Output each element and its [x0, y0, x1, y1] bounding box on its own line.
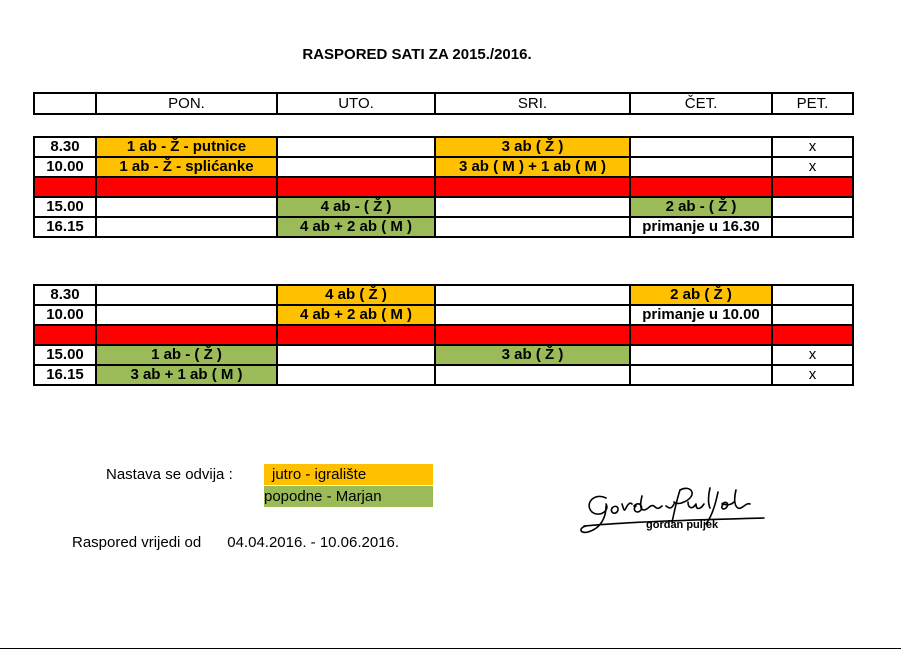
- break-cell: [34, 177, 96, 197]
- schedule-cell: [630, 365, 772, 385]
- schedule-cell: primanje u 10.00: [630, 305, 772, 325]
- schedule-cell: x: [772, 137, 853, 157]
- break-cell: [96, 177, 277, 197]
- schedule-cell: [435, 365, 630, 385]
- schedule-cell: 1 ab - Ž - putnice: [96, 137, 277, 157]
- schedule-cell: [277, 345, 435, 365]
- schedule-cell: 4 ab ( Ž ): [277, 285, 435, 305]
- time-cell: 10.00: [34, 157, 96, 177]
- time-cell: 16.15: [34, 217, 96, 237]
- validity-note: [72, 534, 399, 551]
- schedule-cell: [277, 157, 435, 177]
- schedule-cell: [435, 197, 630, 217]
- table-row: [34, 137, 853, 157]
- schedule-cell: primanje u 16.30: [630, 217, 772, 237]
- day-header-wed: SRI.: [435, 93, 630, 114]
- break-cell: [772, 325, 853, 345]
- break-cell: [772, 177, 853, 197]
- schedule-cell: x: [772, 365, 853, 385]
- corner-cell: [34, 93, 96, 114]
- table-row: [34, 365, 853, 385]
- bottom-divider: [0, 648, 901, 649]
- schedule-cell: [96, 197, 277, 217]
- schedule-cell: [435, 217, 630, 237]
- schedule-cell: [630, 157, 772, 177]
- page-title: RASPORED SATI ZA 2015./2016.: [302, 46, 532, 63]
- signature-image: [576, 482, 776, 542]
- time-cell: 16.15: [34, 365, 96, 385]
- day-header-fri: PET.: [772, 93, 853, 114]
- break-cell: [96, 325, 277, 345]
- schedule-cell: 3 ab ( M ) + 1 ab ( M ): [435, 157, 630, 177]
- legend-label: Nastava se odvija :: [106, 466, 233, 483]
- break-cell: [435, 177, 630, 197]
- break-cell: [34, 325, 96, 345]
- time-cell: 10.00: [34, 305, 96, 325]
- schedule-cell: 1 ab - Ž - splićanke: [96, 157, 277, 177]
- table-row: [34, 217, 853, 237]
- schedule-cell: [96, 217, 277, 237]
- schedule-cell: 2 ab - ( Ž ): [630, 197, 772, 217]
- table-row: [34, 157, 853, 177]
- break-cell: [277, 177, 435, 197]
- table-row: [34, 305, 853, 325]
- schedule-table-week-2: [33, 284, 854, 386]
- legend-morning-swatch: jutro - igralište: [264, 464, 433, 485]
- table-row: [34, 345, 853, 365]
- schedule-cell: [435, 305, 630, 325]
- time-cell: 15.00: [34, 345, 96, 365]
- legend-afternoon-swatch: popodne - Marjan: [264, 486, 433, 507]
- schedule-cell: x: [772, 345, 853, 365]
- day-header-mon: PON.: [96, 93, 277, 114]
- table-row: [34, 197, 853, 217]
- schedule-cell: x: [772, 157, 853, 177]
- schedule-cell: [772, 217, 853, 237]
- schedule-cell: 2 ab ( Ž ): [630, 285, 772, 305]
- schedule-cell: [277, 365, 435, 385]
- break-cell: [277, 325, 435, 345]
- break-cell: [630, 325, 772, 345]
- schedule-cell: [277, 137, 435, 157]
- schedule-cell: 3 ab ( Ž ): [435, 345, 630, 365]
- svg-text:gordan puljek: gordan puljek: [646, 519, 719, 531]
- validity-label: Raspored vrijedi od: [72, 534, 202, 551]
- schedule-cell: 3 ab ( Ž ): [435, 137, 630, 157]
- schedule-cell: [772, 197, 853, 217]
- time-cell: 8.30: [34, 137, 96, 157]
- table-row: [34, 285, 853, 305]
- validity-dates: 04.04.2016. - 10.06.2016.: [227, 534, 400, 551]
- schedule-cell: 3 ab + 1 ab ( M ): [96, 365, 277, 385]
- schedule-cell: 1 ab - ( Ž ): [96, 345, 277, 365]
- break-cell: [435, 325, 630, 345]
- schedule-cell: 4 ab + 2 ab ( M ): [277, 305, 435, 325]
- day-header-tue: UTO.: [277, 93, 435, 114]
- schedule-cell: [96, 285, 277, 305]
- time-cell: 15.00: [34, 197, 96, 217]
- time-cell: 8.30: [34, 285, 96, 305]
- day-header-table: [33, 92, 854, 115]
- schedule-cell: [96, 305, 277, 325]
- break-row: [34, 325, 853, 345]
- break-cell: [630, 177, 772, 197]
- schedule-table-week-1: [33, 136, 854, 238]
- schedule-cell: 4 ab - ( Ž ): [277, 197, 435, 217]
- day-header-thu: ČET.: [630, 93, 772, 114]
- schedule-cell: [772, 285, 853, 305]
- schedule-cell: [630, 345, 772, 365]
- break-row: [34, 177, 853, 197]
- schedule-cell: [435, 285, 630, 305]
- schedule-cell: [772, 305, 853, 325]
- schedule-cell: [630, 137, 772, 157]
- schedule-cell: 4 ab + 2 ab ( M ): [277, 217, 435, 237]
